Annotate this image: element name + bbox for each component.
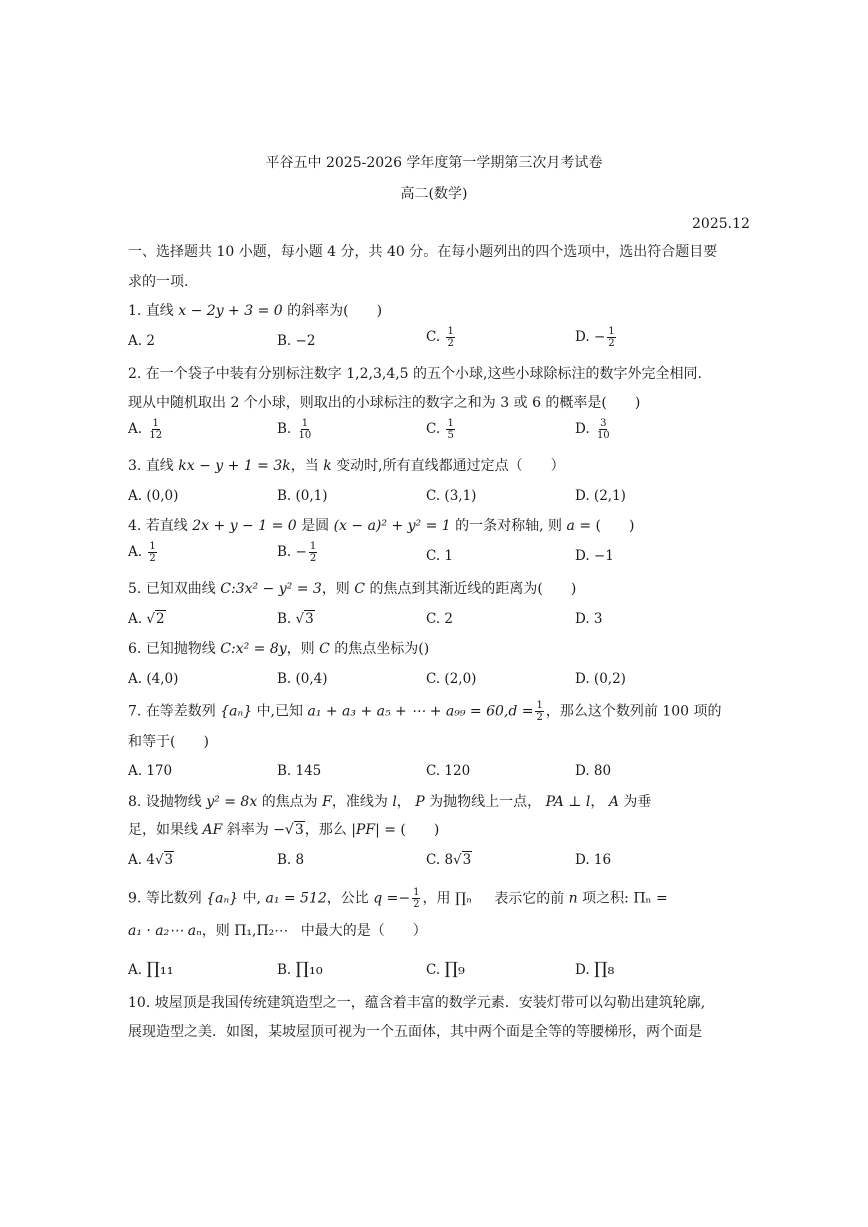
q3-option-c: C. (3,1) [426, 488, 477, 504]
question-7-line1: 7. 在等差数列 {aₙ} 中,已知 a₁ + a₃ + a₅ + ⋯ + a₉₉ = 60,d = $\frac{1}{2}$ ，那么这个数列前 100 项的 [128, 700, 722, 723]
q8-option-d: D. 16 [575, 852, 612, 868]
q1-option-a: A. 2 [128, 333, 155, 349]
q1-option-d: D. − $\frac{1}{2}$ [575, 326, 615, 349]
question-8-line1: 8. 设抛物线 y² = 8x 的焦点为 F，准线为 l， P 为抛物线上一点， PA ⊥ l， A 为垂 [128, 794, 652, 810]
q5-option-a: A. √2 [128, 611, 165, 627]
question-7-line2: 和等于( ) [128, 734, 209, 750]
q1-text-end: 的斜率为( ) [287, 303, 383, 319]
q1-option-c: C. $\frac{1}{2}$ [426, 326, 454, 349]
q6-option-d: D. (0,2) [575, 671, 626, 687]
q7-option-a: A. 170 [128, 763, 173, 779]
exam-title: 平谷五中 2025-2026 学年度第一学期第三次月考试卷 [265, 155, 603, 171]
q4-option-b: B. − $\frac{1}{2}$ [277, 541, 317, 564]
q2-option-c: C. $\frac{1}{5}$ [426, 418, 454, 441]
q5-option-b: B. √3 [277, 611, 314, 627]
q9-option-c: C. ∏₉ [426, 959, 465, 979]
q8-option-c: C. 8√3 [426, 852, 472, 868]
question-8-line2: 足，如果线 AF 斜率为 −√3，那么 |PF| = ( ) [128, 822, 440, 838]
q8-option-a: A. 4√3 [128, 852, 174, 868]
q1-text: 直线 [145, 303, 174, 319]
q1-c-fraction: $\frac{1}{2}$ [447, 326, 454, 349]
q5-option-c: C. 2 [426, 611, 454, 627]
q9-option-a: A. ∏₁₁ [128, 959, 174, 979]
q3-equation: kx − y + 1 = 3k [178, 458, 291, 474]
q7-option-c: C. 120 [426, 763, 471, 779]
question-9-line1: 9. 等比数列 {aₙ} 中, a₁ = 512，公比 q =− $\frac{1}{2}$ ，用 ∏ₙ 表示它的前 n 项之积: Πₙ = [128, 887, 668, 910]
q1-d-fraction: $\frac{1}{2}$ [608, 326, 615, 349]
question-10-line2: 展现造型之美．如图，某坡屋顶可视为一个五面体，其中两个面是全等的等腰梯形，两个面是 [128, 1024, 702, 1040]
question-6: 6. 已知抛物线 C:x² = 8y，则 C 的焦点坐标为() [128, 641, 430, 657]
question-4: 4. 若直线 2x + y − 1 = 0 是圆 (x − a)² + y² = 1 的一条对称轴, 则 a = ( ) [128, 518, 635, 534]
question-10-line1: 10. 坡屋顶是我国传统建筑造型之一，蕴含着丰富的数学元素．安装灯带可以勾勒出建筑轮廓, [128, 995, 706, 1011]
q1-equation: x − 2y + 3 = 0 [178, 303, 283, 319]
question-3: 3. 直线 kx − y + 1 = 3k，当 k 变动时,所有直线都通过定点（ ） [128, 458, 565, 474]
exam-subtitle: 高二(数学) [400, 186, 468, 202]
question-1 [128, 301, 382, 321]
q9-option-b: B. ∏₁₀ [277, 959, 323, 979]
question-2-line1: 2. 在一个袋子中装有分别标注数字 1,2,3,4,5 的五个小球,这些小球除标注的数字外完全相同. [128, 366, 702, 382]
q3-option-d: D. (2,1) [575, 488, 626, 504]
question-2-line2: 现从中随机取出 2 个小球，则取出的小球标注的数字之和为 3 或 6 的概率是( ) [128, 395, 641, 411]
q2-option-b: B. $\frac{1}{10}$ [277, 418, 312, 441]
q8-option-b: B. 8 [277, 852, 305, 868]
q5-option-d: D. 3 [575, 611, 603, 627]
q7-option-b: B. 145 [277, 763, 322, 779]
q6-option-b: B. (0,4) [277, 671, 328, 687]
section-instructions-line2: 求的一项. [128, 274, 189, 290]
q4-option-d: D. −1 [575, 548, 614, 564]
q7-option-d: D. 80 [575, 763, 612, 779]
q3-option-a: A. (0,0) [128, 488, 179, 504]
section-instructions-line1: 一、选择题共 10 小题，每小题 4 分，共 40 分。在每小题列出的四个选项中，选出符合题目要 [128, 244, 718, 260]
q4-option-a: A. $\frac{1}{2}$ [128, 541, 156, 564]
exam-date: 2025.12 [692, 216, 750, 232]
q1-option-b: B. −2 [277, 333, 316, 349]
q1-number: 1. [128, 303, 142, 319]
q9-option-d: D. ∏₈ [575, 959, 615, 979]
q2-option-d: D. $\frac{3}{10}$ [575, 418, 610, 441]
q3-option-b: B. (0,1) [277, 488, 328, 504]
q2-option-a: A. $\frac{1}{12}$ [128, 418, 163, 441]
question-5: 5. 已知双曲线 C:3x² − y² = 3，则 C 的焦点到其渐近线的距离为( ) [128, 581, 577, 597]
q6-option-a: A. (4,0) [128, 671, 179, 687]
q4-option-c: C. 1 [426, 548, 454, 564]
q6-option-c: C. (2,0) [426, 671, 477, 687]
question-9-line2: a₁ · a₂⋯ aₙ，则 Π₁,Π₂⋯ 中最大的是（ ） [128, 923, 427, 939]
